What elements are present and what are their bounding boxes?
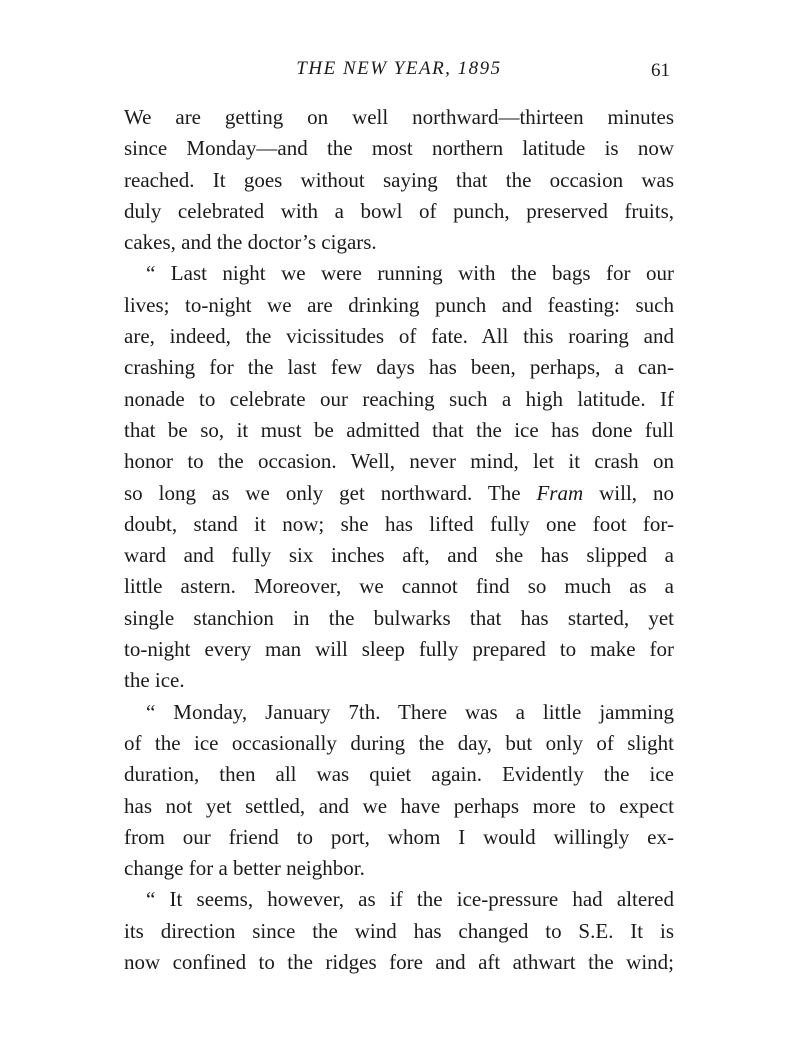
text-line: nonade to celebrate our reaching such a high latitude. If bbox=[124, 386, 674, 411]
ship-name: Fram bbox=[536, 480, 584, 505]
running-title: THE NEW YEAR, 1895 bbox=[296, 58, 502, 79]
text-line: single stanchion in the bulwarks that has started, yet bbox=[124, 605, 674, 630]
paragraph bbox=[124, 102, 674, 258]
paragraph bbox=[124, 697, 674, 885]
text-line: reached. It goes without saying that the occasion was bbox=[124, 167, 674, 192]
text-line: change for a better neighbor. bbox=[124, 856, 365, 881]
text-line: so long as we only get northward. The Fram will, no bbox=[124, 480, 674, 505]
text-line: has not yet settled, and we have perhaps more to expect bbox=[124, 793, 674, 818]
text-line: that be so, it must be admitted that the ice has done full bbox=[124, 417, 674, 442]
text-line: duration, then all was quiet again. Evidently the ice bbox=[124, 762, 674, 787]
text-line: “ Monday, January 7th. There was a little jamming bbox=[146, 699, 674, 724]
text-line: little astern. Moreover, we cannot find so much as a bbox=[124, 574, 674, 599]
text-line: cakes, and the doctor’s cigars. bbox=[124, 230, 377, 255]
text-line: honor to the occasion. Well, never mind, let it crash on bbox=[124, 449, 674, 474]
text-line: duly celebrated with a bowl of punch, preserved fruits, bbox=[124, 198, 674, 223]
text-line: “ It seems, however, as if the ice-pressure had altered bbox=[146, 887, 674, 912]
paragraph bbox=[124, 884, 674, 978]
text-line: doubt, stand it now; she has lifted fully one foot for- bbox=[124, 511, 674, 536]
text-line: the ice. bbox=[124, 668, 185, 693]
text-line: We are getting on well northward—thirteen minutes bbox=[124, 105, 674, 129]
text-line: now confined to the ridges fore and aft athwart the wind; bbox=[124, 950, 674, 975]
page-number: 61 bbox=[651, 60, 670, 81]
text-line: since Monday—and the most northern latitude is now bbox=[124, 136, 674, 161]
text-line: crashing for the last few days has been, perhaps, a can- bbox=[124, 355, 674, 380]
text-line: its direction since the wind has changed to S.E. It is bbox=[124, 918, 674, 943]
text-line: to-night every man will sleep fully prepared to make for bbox=[124, 637, 674, 662]
text-line: are, indeed, the vicissitudes of fate. All this roaring and bbox=[124, 324, 674, 349]
text-line: “ Last night we were running with the bags for our bbox=[146, 261, 674, 286]
text-line: of the ice occasionally during the day, but only of slight bbox=[124, 730, 674, 755]
text-line: ward and fully six inches aft, and she has slipped a bbox=[124, 543, 674, 568]
paragraph bbox=[124, 258, 674, 696]
text-line: lives; to-night we are drinking punch and feasting: such bbox=[124, 292, 674, 317]
body-text bbox=[124, 102, 674, 978]
page-header bbox=[124, 58, 674, 88]
text-line: from our friend to port, whom I would willingly ex- bbox=[124, 824, 674, 849]
